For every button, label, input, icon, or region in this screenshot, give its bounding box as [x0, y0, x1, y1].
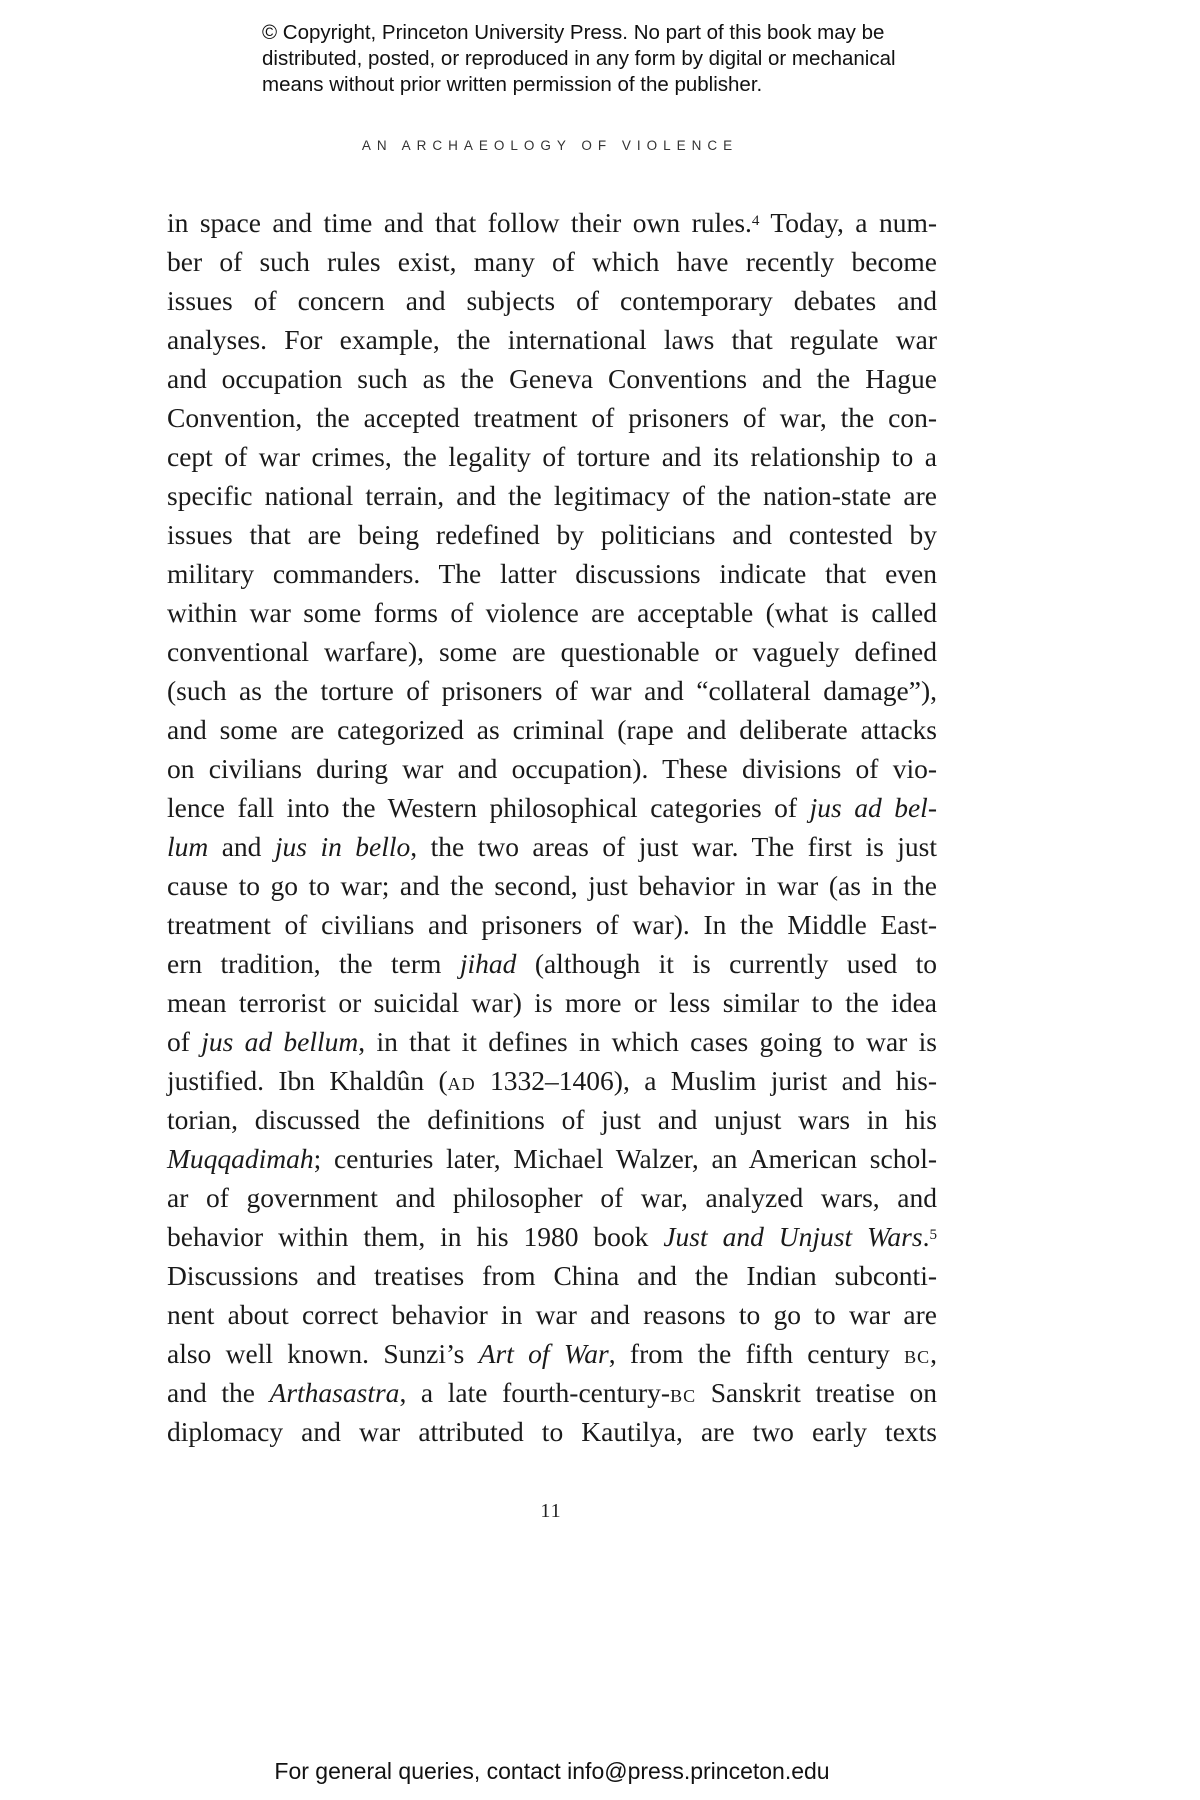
text-line: ar of government and philosopher of war, analyzed wars, and	[167, 1182, 937, 1213]
text-line: on civilians during war and occupation). These divisions of vio-	[167, 753, 937, 784]
running-head: AN ARCHAEOLOGY OF VIOLENCE	[361, 138, 739, 153]
text-line: diplomacy and war attributed to Kautilya, are two early texts	[167, 1416, 937, 1447]
copyright-line: means without prior written permission of the publisher.	[262, 73, 763, 96]
footer-contact: For general queries, contact info@press.princeton.edu	[274, 1758, 830, 1784]
text-line: within war some forms of violence are acceptable (what is called	[167, 597, 937, 628]
text-line: behavior within them, in his 1980 book Just and Unjust Wars.$^5$	[167, 1221, 937, 1252]
text-line: and occupation such as the Geneva Conventions and the Hague	[167, 363, 937, 394]
text-line: Convention, the accepted treatment of prisoners of war, the con-	[167, 402, 937, 433]
text-line: (such as the torture of prisoners of war and “collateral damage”),	[167, 675, 937, 706]
text-line: justified. Ibn Khaldûn (ad 1332–1406), a Muslim jurist and his-	[167, 1065, 937, 1096]
text-line: in space and time and that follow their own rules.$^4$ Today, a num-	[167, 207, 937, 238]
text-line: treatment of civilians and prisoners of war). In the Middle East-	[167, 909, 937, 940]
text-line: specific national terrain, and the legitimacy of the nation-state are	[167, 480, 937, 511]
copyright-line: distributed, posted, or reproduced in any form by digital or mechanical	[262, 47, 896, 70]
text-line: ber of such rules exist, many of which have recently become	[167, 246, 937, 277]
text-line: cause to go to war; and the second, just behavior in war (as in the	[167, 870, 937, 901]
text-line: military commanders. The latter discussions indicate that even	[167, 558, 937, 589]
copyright-line: © Copyright, Princeton University Press. No part of this book may be	[262, 21, 885, 44]
text-line: also well known. Sunzi’s Art of War, from the fifth century bc,	[167, 1338, 937, 1369]
text-line: torian, discussed the definitions of just and unjust wars in his	[167, 1104, 937, 1135]
page-number: 11	[540, 1500, 562, 1522]
text-line: Discussions and treatises from China and the Indian subconti-	[167, 1260, 937, 1291]
footnote-ref: 5	[929, 1226, 937, 1243]
text-line: mean terrorist or suicidal war) is more or less similar to the idea	[167, 987, 937, 1018]
text-line: issues that are being redefined by politicians and contested by	[167, 519, 937, 550]
copyright-notice	[262, 20, 982, 98]
text-line: issues of concern and subjects of contemporary debates and	[167, 285, 937, 316]
text-line: of jus ad bellum, in that it defines in which cases going to war is	[167, 1026, 937, 1057]
text-line: Muqqadimah; centuries later, Michael Walzer, an American schol-	[167, 1143, 937, 1174]
text-line: nent about correct behavior in war and reasons to go to war are	[167, 1299, 937, 1330]
footnote-ref: 4	[751, 212, 760, 229]
text-line: lence fall into the Western philosophical categories of jus ad bel-	[167, 792, 937, 823]
text-line: analyses. For example, the international laws that regulate war	[167, 324, 937, 355]
body-text	[167, 203, 937, 1451]
text-line: ern tradition, the term jihad (although it is currently used to	[167, 948, 938, 979]
text-line: and the Arthasastra, a late fourth-century-bc Sanskrit treatise on	[167, 1377, 937, 1408]
text-line: cept of war crimes, the legality of torture and its relationship to a	[167, 441, 937, 472]
text-line: conventional warfare), some are questionable or vaguely defined	[167, 636, 937, 667]
text-line: and some are categorized as criminal (rape and deliberate attacks	[167, 714, 937, 745]
text-line: lum and jus in bello, the two areas of just war. The first is just	[167, 831, 937, 862]
